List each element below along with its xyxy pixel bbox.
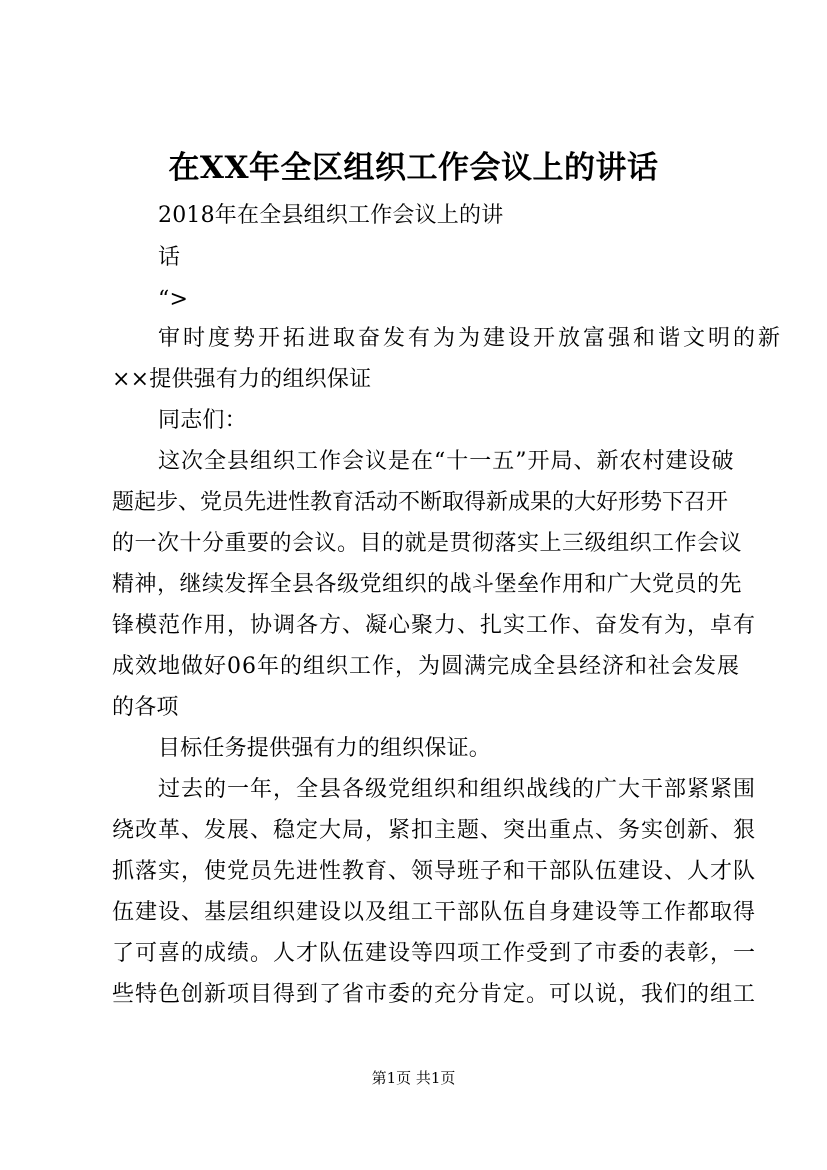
body-line: 2018年在全县组织工作会议上的讲 <box>158 203 504 228</box>
body-line: 精神，继续发挥全县各级党组织的战斗堡垒作用和广大党员的先 <box>112 572 743 597</box>
body-line: 抓落实，使党员先进性教育、领导班子和干部队伍建设、人才队 <box>112 859 757 884</box>
body-line: 绕改革、发展、稳定大局，紧扣主题、突出重点、务实创新、狠 <box>112 818 757 843</box>
body-line: 的一次十分重要的会议。目的就是贯彻落实上三级组织工作会议 <box>112 531 743 556</box>
body-line: 伍建设、基层组织建设以及组工干部队伍自身建设等工作都取得 <box>112 900 757 925</box>
body-line: 了可喜的成绩。人才队伍建设等四项工作受到了市委的表彰，一 <box>112 941 757 966</box>
body-line: 些特色创新项目得到了省市委的充分肯定。可以说，我们的组工 <box>112 982 757 1007</box>
body-line: 目标任务提供强有力的组织保证。 <box>158 736 492 761</box>
body-line: 过去的一年，全县各级党组织和组织战线的广大干部紧紧围 <box>158 777 757 802</box>
body-line: 审时度势开拓进取奋发有为为建设开放富强和谐文明的新 <box>158 326 784 351</box>
body-line: 锋模范作用，协调各方、凝心聚力、扎实工作、奋发有为，卓有 <box>112 613 757 638</box>
document-title: 在XX年全区组织工作会议上的讲话 <box>168 150 659 186</box>
body-line: 这次全县组织工作会议是在“十一五”开局、新农村建设破 <box>158 449 735 474</box>
body-line: 成效地做好06年的组织工作，为圆满完成全县经济和社会发展 <box>112 654 740 679</box>
body-line: 的各项 <box>112 695 179 720</box>
body-line: 话 <box>158 245 181 270</box>
body-line: 题起步、党员先进性教育活动不断取得新成果的大好形势下召开 <box>112 490 729 515</box>
body-line: ××提供强有力的组织保证 <box>112 367 372 392</box>
body-line: 同志们： <box>158 408 247 433</box>
body-line: “> <box>158 287 189 312</box>
page-footer: 第1页 共1页 <box>371 1069 456 1087</box>
